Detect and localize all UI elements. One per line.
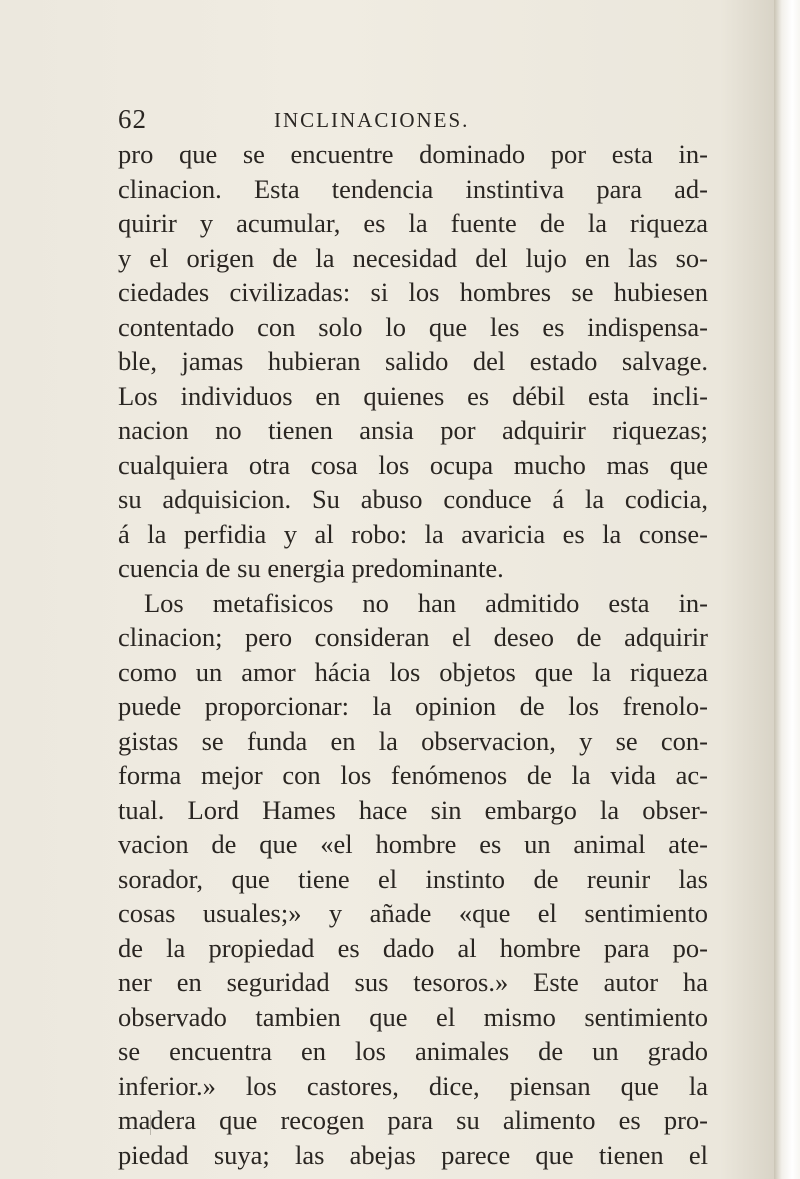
text-line: Los individuos en quienes es débil esta incli-	[118, 380, 708, 411]
body-text	[118, 137, 708, 1172]
text-line: nacion no tienen ansia por adquirir riquezas;	[118, 415, 708, 445]
text-line: como un amor hácia los objetos que la riqueza	[118, 656, 708, 687]
page-number: 62	[118, 104, 147, 134]
page-edge	[774, 0, 800, 1179]
text-line: quirir y acumular, es la fuente de la riqueza	[118, 208, 708, 238]
text-line: Los metafisicos no han admitido esta in-	[144, 587, 708, 618]
text-line: se encuentra en los animales de un grado	[118, 1036, 708, 1066]
text-line: sorador, que tiene el instinto de reunir las	[118, 863, 708, 894]
text-line: contentado con solo lo que les es indispensa-	[118, 311, 708, 342]
text-line: de la propiedad es dado al hombre para po-	[118, 932, 708, 963]
text-line: su adquisicion. Su abuso conduce á la codicia,	[118, 484, 708, 514]
text-line: piedad suya; las abejas parece que tienen el	[118, 1139, 708, 1170]
text-line: ble, jamas hubieran salido del estado salvage.	[118, 346, 708, 376]
text-line: á la perfidia y al robo: la avaricia es la conse-	[118, 518, 708, 549]
text-line: madera que recogen para su alimento es pro-	[118, 1105, 708, 1135]
text-line: vacion de que «el hombre es un animal ate-	[118, 829, 708, 859]
text-line: puede proporcionar: la opinion de los frenolo-	[118, 691, 708, 721]
text-line: gistas se funda en la observacion, y se con-	[118, 725, 708, 756]
text-line: forma mejor con los fenómenos de la vida ac-	[118, 760, 708, 790]
text-line: inferior.» los castores, dice, piensan que la	[118, 1070, 708, 1101]
running-head: INCLINACIONES.	[274, 108, 470, 132]
text-line: tual. Lord Hames hace sin embargo la obser-	[118, 794, 708, 825]
text-line: clinacion; pero consideran el deseo de adquirir	[118, 622, 708, 652]
text-line: ciedades civilizadas: si los hombres se hubiesen	[118, 277, 708, 307]
text-line: pro que se encuentre dominado por esta in-	[118, 139, 708, 169]
text-line: y el origen de la necesidad del lujo en las so-	[118, 242, 708, 273]
text-line: ner en seguridad sus tesoros.» Este autor ha	[118, 967, 708, 997]
page-header	[118, 104, 718, 138]
text-line: observado tambien que el mismo sentimiento	[118, 1001, 708, 1032]
text-line: cosas usuales;» y añade «que el sentimiento	[118, 898, 708, 928]
pencil-mark	[150, 1115, 161, 1135]
text-line: cualquiera otra cosa los ocupa mucho mas que	[118, 449, 708, 480]
text-line: clinacion. Esta tendencia instintiva para ad-	[118, 173, 708, 204]
text-line: cuencia de su energia predominante.	[118, 553, 504, 583]
